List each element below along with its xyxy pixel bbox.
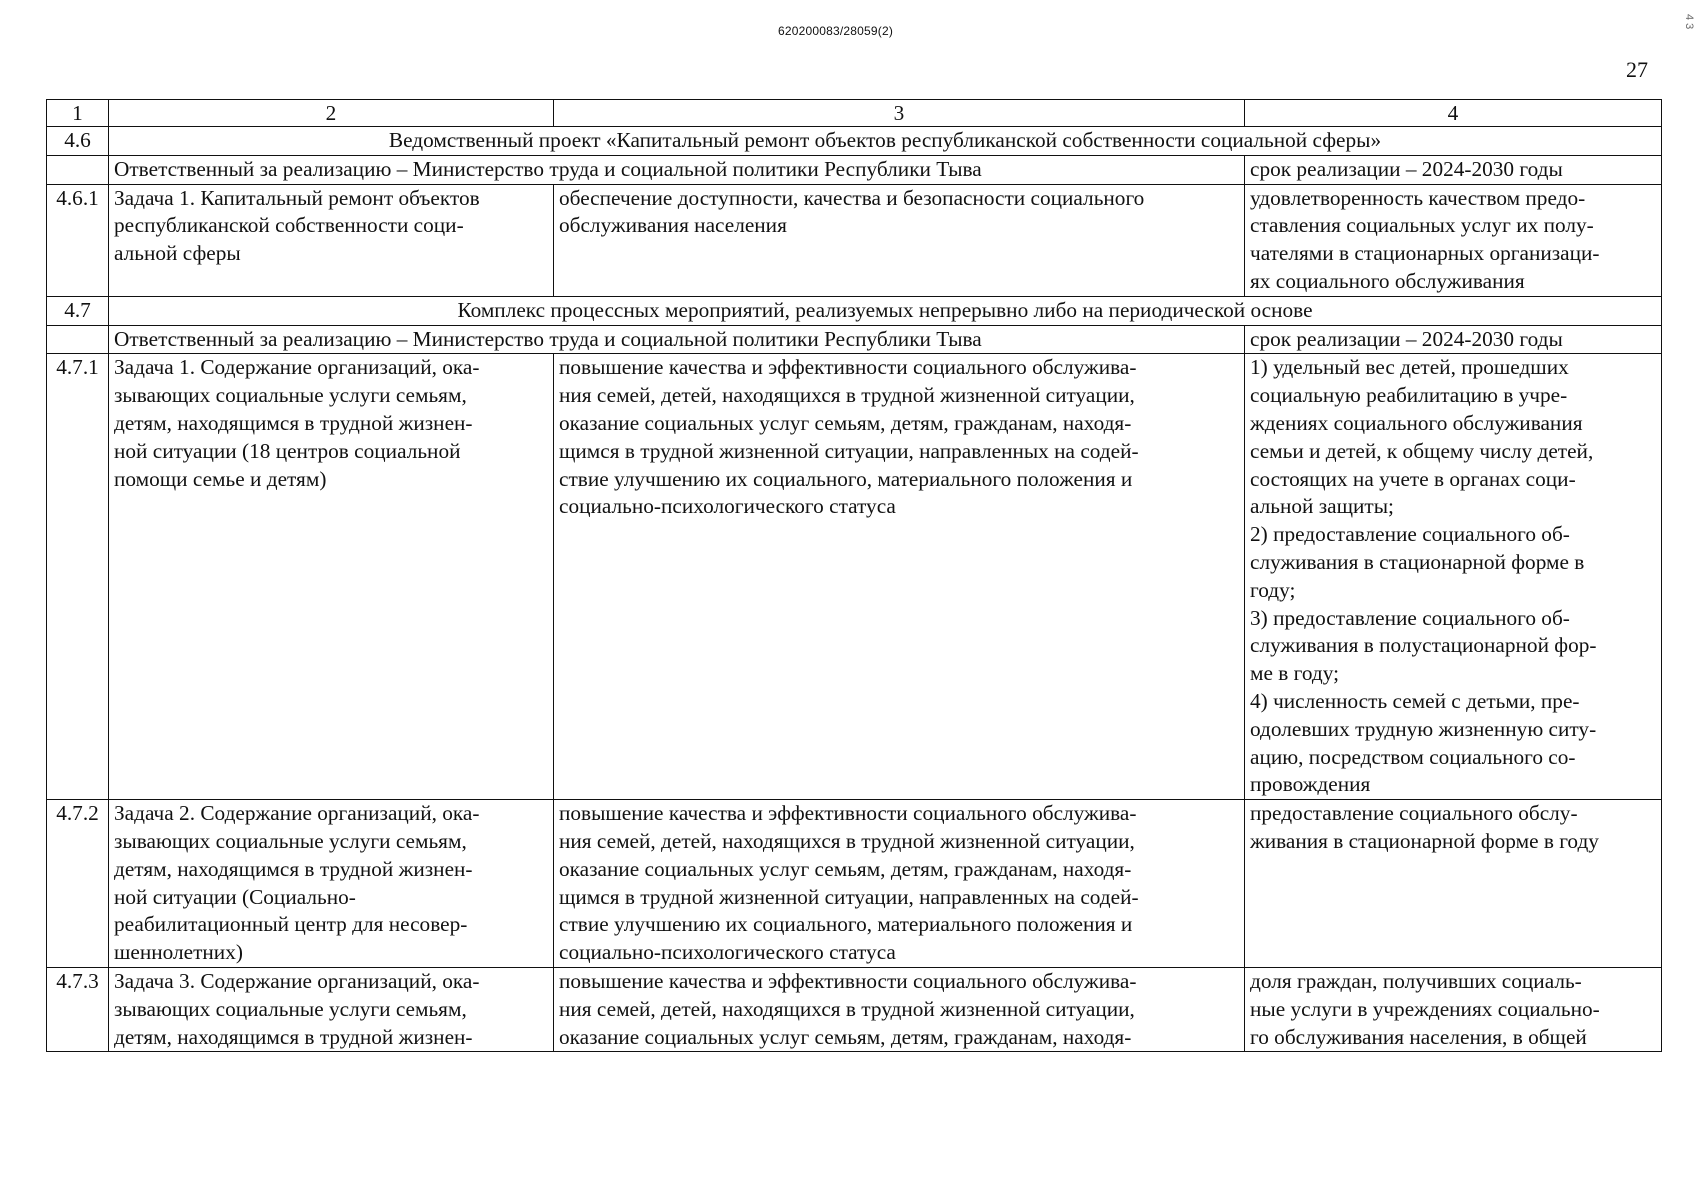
section-title-row [47, 127, 1662, 156]
table-row [47, 354, 1662, 800]
task-cell [109, 967, 554, 1051]
task-cell [109, 184, 554, 296]
text-line: го обслуживания населения, в общей [1250, 1024, 1587, 1049]
text-line: предоставление социального обслу- [1250, 801, 1578, 826]
text-line: обслуживания населения [559, 213, 787, 238]
text-line: году; [1250, 577, 1296, 602]
text-line: оказание социальных услуг семьям, детям, гражданам, находя- [559, 410, 1132, 435]
column-header-row [47, 100, 1662, 127]
text-line: Задача 1. Капитальный ремонт объектов [114, 185, 480, 210]
text-line: оказание социальных услуг семьям, детям, гражданам, находя- [559, 856, 1132, 881]
table-row [47, 800, 1662, 968]
text-line: живания в стационарной форме в году [1250, 828, 1599, 853]
text-line: щимся в трудной жизненной ситуации, направленных на содей- [559, 884, 1139, 909]
text-line: чателями в стационарных организаци- [1250, 241, 1600, 266]
text-line: республиканской собственности соци- [114, 213, 464, 238]
text-line: зывающих социальные услуги семьям, [114, 383, 467, 408]
indicator-cell [1245, 184, 1662, 296]
text-line: удовлетворенность качеством предо- [1250, 185, 1586, 210]
text-line: Задача 1. Содержание организаций, ока- [114, 355, 480, 380]
text-line: 1) удельный вес детей, прошедших [1250, 355, 1569, 380]
text-line: ацию, посредством социального со- [1250, 744, 1576, 769]
table-row [47, 184, 1662, 296]
section-number: 4.6 [47, 127, 109, 156]
text-line: одолевших трудную жизненную ситу- [1250, 716, 1597, 741]
text-line: детям, находящимся в трудной жизнен- [114, 856, 473, 881]
text-line: ной ситуации (18 центров социальной [114, 438, 461, 463]
effect-cell [554, 184, 1245, 296]
section-title: Ведомственный проект «Капитальный ремонт объектов республиканской собственности социальной сферы» [109, 127, 1662, 156]
text-line: 4) численность семей с детьми, пре- [1250, 688, 1580, 713]
text-line: детям, находящимся в трудной жизнен- [114, 410, 473, 435]
implementation-term: срок реализации – 2024-2030 годы [1245, 325, 1662, 354]
responsible-spacer-cell [47, 155, 109, 184]
row-number: 4.7.3 [47, 967, 109, 1051]
text-line: щимся в трудной жизненной ситуации, направленных на содей- [559, 438, 1139, 463]
effect-cell [554, 354, 1245, 800]
text-line: ме в году; [1250, 661, 1339, 686]
section-title: Комплекс процессных мероприятий, реализуемых непрерывно либо на периодической основе [109, 296, 1662, 325]
row-number: 4.7.2 [47, 800, 109, 968]
text-line: помощи семье и детям) [114, 466, 327, 491]
program-table [46, 99, 1662, 1052]
text-line: ния семей, детей, находящихся в трудной жизненной ситуации, [559, 828, 1135, 853]
document-id: 620200083/28059(2) [778, 24, 894, 38]
indicator-cell [1245, 354, 1662, 800]
text-line: служивания в стационарной форме в [1250, 549, 1585, 574]
table-row [47, 967, 1662, 1051]
text-line: обеспечение доступности, качества и безопасности социального [559, 185, 1145, 210]
responsible-row [47, 325, 1662, 354]
text-line: ствие улучшению их социального, материального положения и [559, 466, 1133, 491]
text-line: повышение качества и эффективности социального обслужива- [559, 968, 1137, 993]
text-line: состоящих на учете в органах соци- [1250, 466, 1576, 491]
column-header: 2 [109, 100, 554, 127]
text-line: провождения [1250, 772, 1371, 797]
text-line: служивания в полустационарной фор- [1250, 633, 1597, 658]
responsible-text: Ответственный за реализацию – Министерство труда и социальной политики Республики Тыва [109, 325, 1245, 354]
text-line: ния семей, детей, находящихся в трудной жизненной ситуации, [559, 383, 1135, 408]
text-line: ные услуги в учреждениях социально- [1250, 996, 1600, 1021]
text-line: повышение качества и эффективности социального обслужива- [559, 801, 1137, 826]
text-line: ния семей, детей, находящихся в трудной жизненной ситуации, [559, 996, 1135, 1021]
responsible-spacer-cell [47, 325, 109, 354]
text-line: шеннолетних) [114, 940, 243, 965]
text-line: зывающих социальные услуги семьям, [114, 828, 467, 853]
text-line: оказание социальных услуг семьям, детям, гражданам, находя- [559, 1024, 1132, 1049]
text-line: ствие улучшению их социального, материального положения и [559, 912, 1133, 937]
text-line: 3) предоставление социального об- [1250, 605, 1570, 630]
row-number: 4.7.1 [47, 354, 109, 800]
text-line: ждениях социального обслуживания [1250, 410, 1583, 435]
column-header: 3 [554, 100, 1245, 127]
text-line: зывающих социальные услуги семьям, [114, 996, 467, 1021]
text-line: реабилитационный центр для несовер- [114, 912, 468, 937]
row-number: 4.6.1 [47, 184, 109, 296]
text-line: 2) предоставление социального об- [1250, 522, 1570, 547]
text-line: Задача 3. Содержание организаций, ока- [114, 968, 480, 993]
text-line: альной защиты; [1250, 494, 1394, 519]
text-line: ной ситуации (Социально- [114, 884, 356, 909]
effect-cell [554, 800, 1245, 968]
effect-cell [554, 967, 1245, 1051]
task-cell [109, 354, 554, 800]
indicator-cell [1245, 800, 1662, 968]
text-line: социальную реабилитацию в учре- [1250, 383, 1568, 408]
text-line: ставления социальных услуг их полу- [1250, 213, 1594, 238]
indicator-cell [1245, 967, 1662, 1051]
text-line: доля граждан, получивших социаль- [1250, 968, 1582, 993]
text-line: семьи и детей, к общему числу детей, [1250, 438, 1594, 463]
edge-mark: 4 3 [1683, 14, 1695, 30]
responsible-row [47, 155, 1662, 184]
task-cell [109, 800, 554, 968]
page-number: 27 [1626, 57, 1648, 82]
section-title-row [47, 296, 1662, 325]
responsible-text: Ответственный за реализацию – Министерство труда и социальной политики Республики Тыва [109, 155, 1245, 184]
section-number: 4.7 [47, 296, 109, 325]
text-line: альной сферы [114, 241, 241, 266]
implementation-term: срок реализации – 2024-2030 годы [1245, 155, 1662, 184]
text-line: ях социального обслуживания [1250, 268, 1525, 293]
column-header: 1 [47, 100, 109, 127]
column-header: 4 [1245, 100, 1662, 127]
text-line: Задача 2. Содержание организаций, ока- [114, 801, 480, 826]
text-line: социально-психологического статуса [559, 494, 896, 519]
text-line: социально-психологического статуса [559, 940, 896, 965]
text-line: детям, находящимся в трудной жизнен- [114, 1024, 473, 1049]
text-line: повышение качества и эффективности социального обслужива- [559, 355, 1137, 380]
